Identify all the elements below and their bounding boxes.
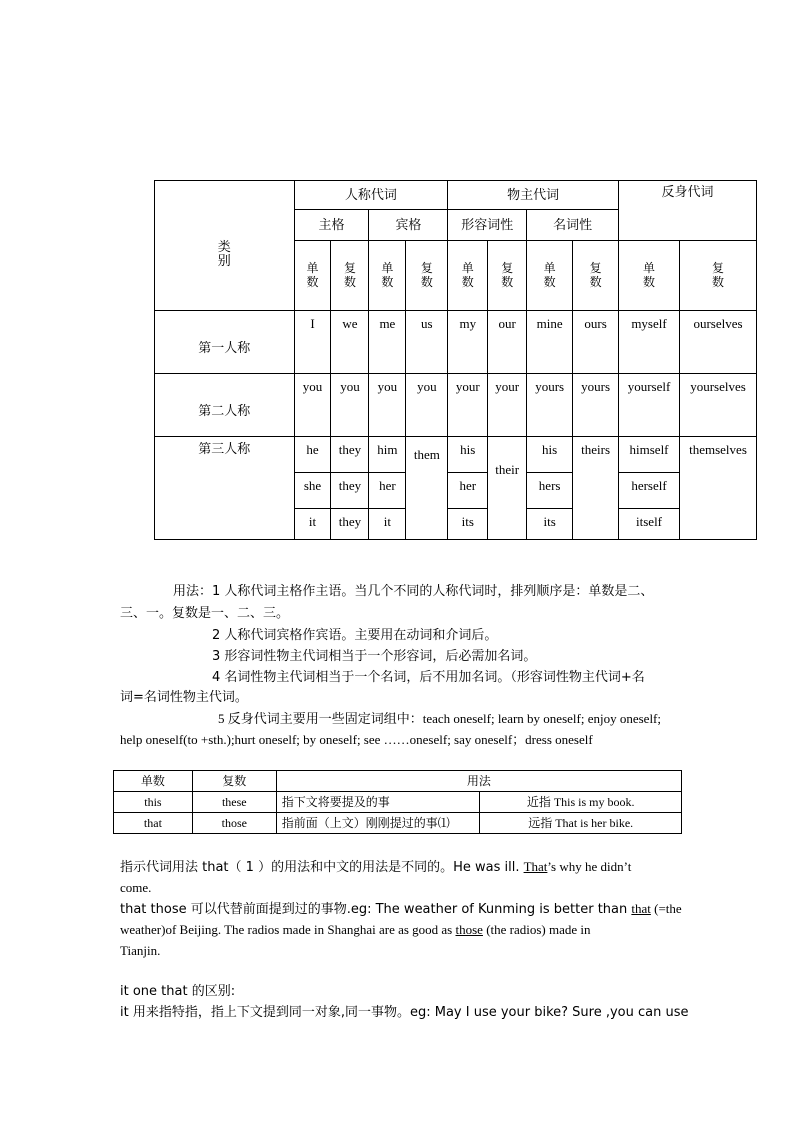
cell: himself [619, 437, 680, 473]
row-first-person [155, 311, 757, 374]
demo-line-6: it one that 的区别: [120, 984, 236, 999]
sub-noun: 名词性 [527, 210, 619, 241]
demo-line-3a: that those 可以代替前面提到过的事物.eg: The weather of Kunming is better than [120, 902, 632, 917]
usage-p1-line1: 用法：1 人称代词主格作主语。当几个不同的人称代词时，排列顺序是：单数是二、 [173, 584, 654, 599]
usage-p5-line2: help oneself(to +sth.);hurt oneself; by oneself; see ……oneself; say oneself；dress oneself [120, 732, 593, 747]
sg-header [369, 241, 406, 311]
demo-line-3 [120, 898, 682, 920]
cell-note: 近指 This is my book. [480, 792, 682, 813]
cell: itself [619, 509, 680, 540]
header-usage: 用法 [276, 771, 681, 792]
demo-line-1 [120, 856, 631, 878]
usage-p4-line2: 词=名词性物主代词。 [120, 690, 248, 705]
pl-header-text: 复数 [420, 261, 433, 289]
sub-adjective: 形容词性 [448, 210, 527, 241]
cell: mine [527, 311, 573, 374]
sg-header [527, 241, 573, 311]
demo-line-1a: 指示代词用法 that（ 1 ）的用法和中文的用法是不同的。He was ill. [120, 860, 524, 875]
usage-p2: 2 人称代词宾格作宾语。主要用在动词和介词后。 [212, 628, 498, 643]
pl-header [488, 241, 527, 311]
usage-p4-line1: 4 名词性物主代词相当于一个名词，后不用加名词。（形容词性物主代词+名 [212, 670, 645, 685]
cell-them: them [406, 437, 448, 540]
row-second-person [155, 374, 757, 437]
cell: our [488, 311, 527, 374]
cell: they [331, 437, 369, 473]
cell: herself [619, 473, 680, 509]
cell: they [331, 509, 369, 540]
underline-that: that [631, 901, 651, 916]
cell: he [294, 437, 331, 473]
cell: ourselves [679, 311, 756, 374]
cell: you [331, 374, 369, 437]
cell: yourselves [679, 374, 756, 437]
cell-these: these [192, 792, 276, 813]
cell: her [369, 473, 406, 509]
group-reflexive: 反身代词 [619, 181, 757, 241]
demo-line-4b: (the radios) made in [482, 922, 591, 937]
pl-header [331, 241, 369, 311]
pl-header-text: 复数 [711, 261, 724, 289]
cell: it [294, 509, 331, 540]
cell: my [448, 311, 488, 374]
cell-this: this [114, 792, 193, 813]
usage-p1-line2: 三、一。复数是一、二、三。 [120, 606, 290, 621]
sg-header [448, 241, 488, 311]
cell-theirs: theirs [573, 437, 619, 540]
pl-header [406, 241, 448, 311]
sg-header [294, 241, 331, 311]
cell: myself [619, 311, 680, 374]
demo-line-4a: weather)of Beijing. The radios made in Shanghai are as good as [120, 922, 456, 937]
sub-objective: 宾格 [369, 210, 448, 241]
cell: it [369, 509, 406, 540]
row-label: 第二人称 [155, 374, 295, 437]
category-label-cell [155, 181, 295, 311]
row-label: 第一人称 [155, 311, 295, 374]
cell: yours [527, 374, 573, 437]
cell: hers [527, 473, 573, 509]
pl-header [679, 241, 756, 311]
cell: I [294, 311, 331, 374]
underline-those: those [455, 922, 483, 937]
cell: you [294, 374, 331, 437]
cell: we [331, 311, 369, 374]
pronoun-table [154, 180, 757, 540]
demonstrative-table [113, 770, 682, 834]
sg-header-text: 单数 [306, 261, 319, 289]
cell: its [527, 509, 573, 540]
cell: him [369, 437, 406, 473]
cell: us [406, 311, 448, 374]
cell: his [448, 437, 488, 473]
cell: they [331, 473, 369, 509]
cell: ours [573, 311, 619, 374]
pl-header [573, 241, 619, 311]
cell-those: those [192, 813, 276, 834]
sg-header-text: 单数 [461, 261, 474, 289]
sg-header-text: 单数 [381, 261, 394, 289]
header-singular: 单数 [114, 771, 193, 792]
pl-header-text: 复数 [501, 261, 514, 289]
cell: you [369, 374, 406, 437]
cell: its [448, 509, 488, 540]
cell: your [488, 374, 527, 437]
cell-note: 远指 That is her bike. [480, 813, 682, 834]
demo-line-2: come. [120, 880, 152, 895]
cell-themselves: themselves [679, 437, 756, 540]
pl-header-text: 复数 [343, 261, 356, 289]
row-label: 第三人称 [155, 437, 295, 540]
usage-p3: 3 形容词性物主代词相当于一个形容词，后必需加名词。 [212, 649, 537, 664]
cell-their: their [488, 437, 527, 540]
sub-nominative: 主格 [294, 210, 369, 241]
cell: his [527, 437, 573, 473]
cell: she [294, 473, 331, 509]
cell: your [448, 374, 488, 437]
row-third-person [155, 437, 757, 473]
cell: yourself [619, 374, 680, 437]
demo-line-4 [120, 919, 591, 940]
cell-that: that [114, 813, 193, 834]
group-personal: 人称代词 [294, 181, 448, 210]
sg-header-text: 单数 [543, 261, 556, 289]
underline-that: That [523, 859, 548, 874]
group-possessive: 物主代词 [448, 181, 619, 210]
header-plural: 复数 [192, 771, 276, 792]
sg-header [619, 241, 680, 311]
cell: you [406, 374, 448, 437]
cell: me [369, 311, 406, 374]
cell-usage: 指前面（上文）刚刚提过的事⑴ [276, 813, 480, 834]
demo-line-7: it 用来指特指，指上下文提到同一对象,同一事物。eg: May I use your bike? Sure ,you can use [120, 1005, 689, 1020]
demo-line-1b: ’s why he didn’t [547, 859, 632, 874]
cell: her [448, 473, 488, 509]
cell-usage: 指下文将要提及的事 [276, 792, 480, 813]
cell: yours [573, 374, 619, 437]
pl-header-text: 复数 [589, 261, 602, 289]
category-label: 类别 [217, 240, 231, 269]
demo-line-5: Tianjin. [120, 943, 161, 958]
sg-header-text: 单数 [643, 261, 656, 289]
demo-line-3b: (=the [650, 901, 682, 916]
usage-p5-line1: 5 反身代词主要用一些固定词组中：teach oneself; learn by oneself; enjoy oneself; [218, 711, 661, 726]
